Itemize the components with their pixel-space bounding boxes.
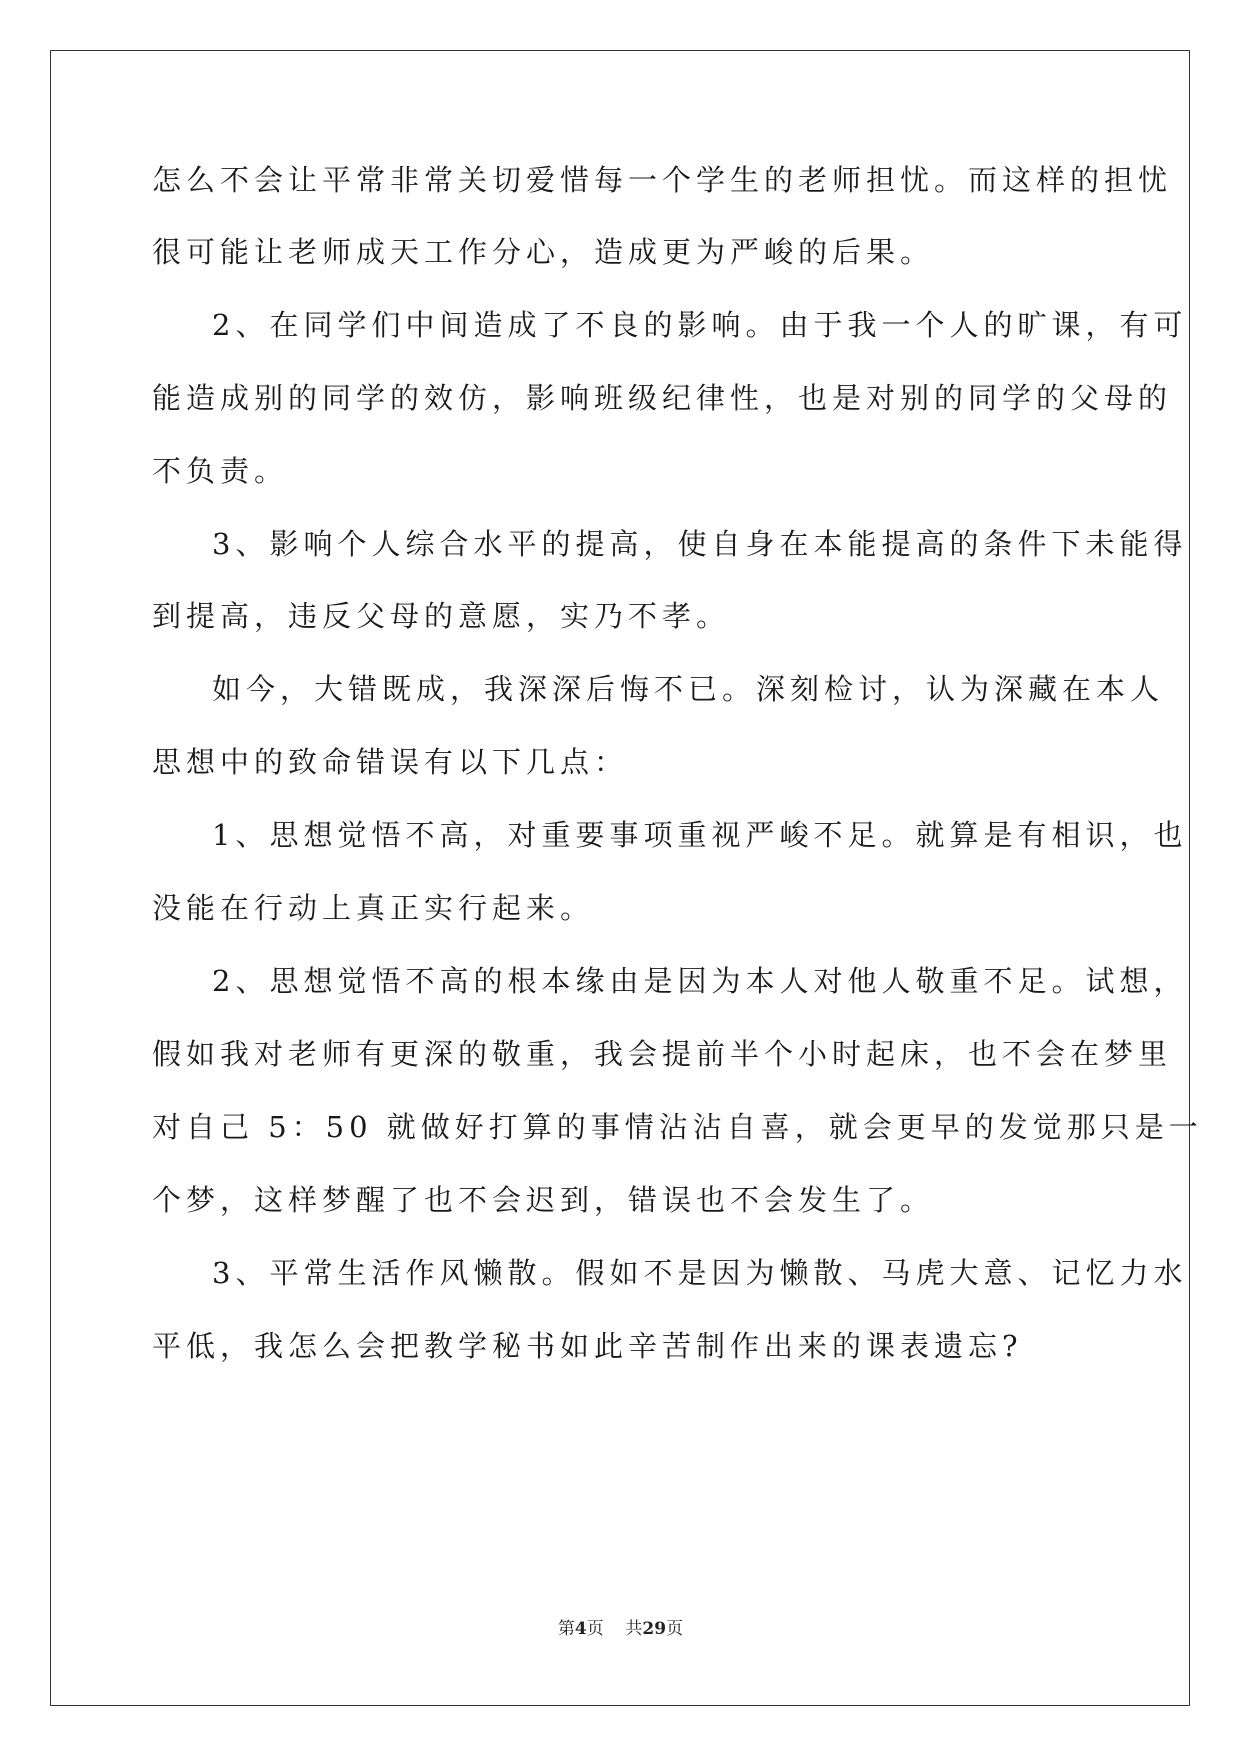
text-line: 很可能让老师成天工作分心，造成更为严峻的后果。 xyxy=(152,235,935,269)
text-line: 怎么不会让平常非常关切爱惜每一个学生的老师担忧。而这样的担忧 xyxy=(152,163,1173,197)
page-border xyxy=(50,50,1190,1706)
text-line: 思想中的致命错误有以下几点： xyxy=(152,745,629,779)
text-line: 3、平常生活作风懒散。假如不是因为懒散、马虎大意、记忆力水 xyxy=(212,1256,1188,1290)
footer-prefix: 第 xyxy=(557,1619,575,1639)
footer-page-suffix: 页 xyxy=(586,1619,604,1639)
text-line: 个梦，这样梦醒了也不会迟到，错误也不会发生了。 xyxy=(152,1183,935,1217)
text-line: 能造成别的同学的效仿，影响班级纪律性，也是对别的同学的父母的 xyxy=(152,381,1173,415)
text-line: 1、思想觉悟不高，对重要事项重视严峻不足。就算是有相识，也 xyxy=(212,818,1188,852)
text-line: 2、在同学们中间造成了不良的影响。由于我一个人的旷课，有可 xyxy=(212,308,1188,342)
text-line: 不负责。 xyxy=(152,454,289,488)
current-page-number: 4 xyxy=(574,1619,587,1639)
text-line: 到提高，违反父母的意愿，实乃不孝。 xyxy=(152,599,731,633)
text-line: 3、影响个人综合水平的提高，使自身在本能提高的条件下未能得 xyxy=(212,527,1188,561)
text-line: 没能在行动上真正实行起来。 xyxy=(152,891,595,925)
footer-total-prefix: 共 xyxy=(625,1619,643,1639)
page-footer xyxy=(0,1617,1241,1641)
footer-total-suffix: 页 xyxy=(666,1619,684,1639)
text-line: 如今，大错既成，我深深后悔不已。深刻检讨，认为深藏在本人 xyxy=(212,672,1165,706)
text-line: 2、思想觉悟不高的根本缘由是因为本人对他人敬重不足。试想， xyxy=(212,964,1188,998)
total-pages-number: 29 xyxy=(642,1619,667,1639)
text-line: 假如我对老师有更深的敬重，我会提前半个小时起床，也不会在梦里 xyxy=(152,1037,1173,1071)
text-line: 对自己 5：50 就做好打算的事情沾沾自喜，就会更早的发觉那只是一 xyxy=(152,1110,1203,1144)
text-line: 平低，我怎么会把教学秘书如此辛苦制作出来的课表遗忘? xyxy=(152,1329,1023,1363)
